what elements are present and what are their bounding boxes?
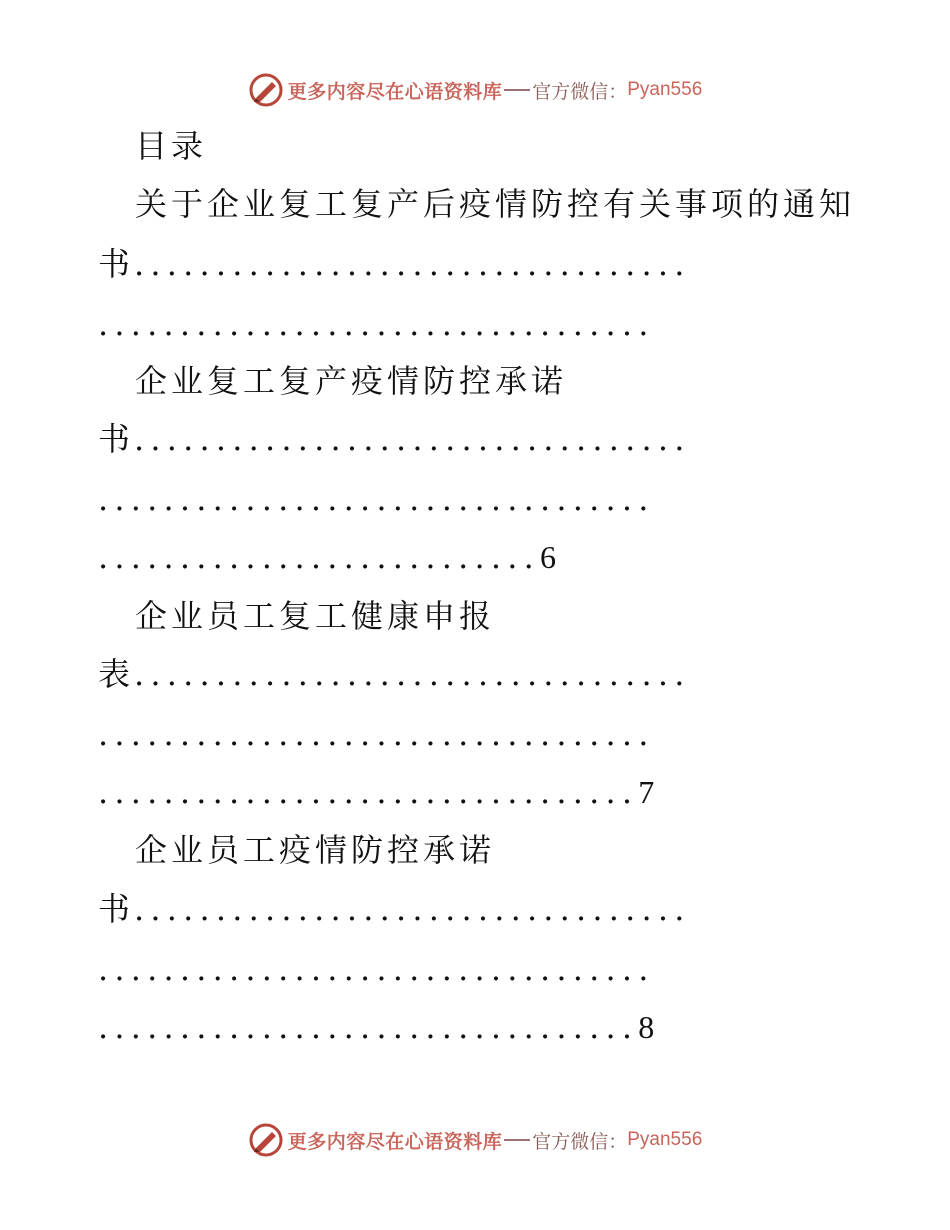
toc-entry-3-leader: .................................. <box>134 655 691 693</box>
toc-entry-1-leader: .................................. <box>98 305 655 343</box>
toc-entry-1-title[interactable]: 关于企业复工复产后疫情防控有关事项的通知 <box>135 185 856 223</box>
toc-entry-2-line-4[interactable] <box>98 533 848 581</box>
toc-entry-1-tail: 书 <box>98 245 135 283</box>
footer-separator <box>504 1139 530 1141</box>
toc-entry-4-line-2[interactable] <box>98 885 848 933</box>
toc-entry-4-line-4[interactable] <box>98 1003 848 1051</box>
toc-entry-2-tail: 书 <box>98 420 135 458</box>
toc-entry-1-line-2[interactable] <box>98 240 848 288</box>
toc-entry-4-leader: .................................. <box>134 890 691 928</box>
toc-entry-2-leader: ........................... <box>98 538 541 576</box>
toc-entry-2-line-3[interactable] <box>98 475 848 523</box>
toc-entry-4-line-3[interactable] <box>98 945 848 993</box>
toc-entry-1-line-3[interactable] <box>98 300 848 348</box>
toc-entry-4-tail: 书 <box>98 890 135 928</box>
toc-entry-3-tail: 表 <box>98 655 135 693</box>
toc-entry-1-leader: .................................. <box>134 245 691 283</box>
toc-entry-2-leader: .................................. <box>98 480 655 518</box>
toc-entry-3-line-2[interactable] <box>98 650 848 698</box>
toc-entry-3-leader: ................................. <box>98 773 639 811</box>
header-wechat-label: 官方微信： <box>532 80 628 103</box>
toc-title: 目录 <box>135 127 208 165</box>
footer-wechat-label: 官方微信： <box>532 1130 628 1153</box>
footer-banner <box>0 1120 950 1160</box>
toc-entry-4-leader: .................................. <box>98 950 655 988</box>
toc-entry-2-page-number: 6 <box>540 539 557 575</box>
footer-brand-text: 更多内容尽在心语资料库 <box>287 1130 503 1153</box>
toc-entry-2-leader: .................................. <box>134 420 691 458</box>
header-separator <box>504 89 530 91</box>
toc-entry-2-title[interactable]: 企业复工复产疫情防控承诺 <box>135 362 568 400</box>
footer-wechat-id: Pyan556 <box>627 1129 703 1150</box>
pen-logo-icon <box>248 72 284 108</box>
toc-entry-3-line-3[interactable] <box>98 710 848 758</box>
toc-entry-3-line-4[interactable] <box>98 768 848 816</box>
header-banner <box>0 70 950 110</box>
toc-entry-2-line-2[interactable] <box>98 415 848 463</box>
toc-entry-4-title[interactable]: 企业员工疫情防控承诺 <box>135 831 496 869</box>
header-wechat-id: Pyan556 <box>627 79 703 100</box>
toc-entry-3-page-number: 7 <box>638 774 655 810</box>
toc-entry-4-leader: ................................. <box>98 1008 639 1046</box>
toc-entry-3-leader: .................................. <box>98 715 655 753</box>
header-brand-text: 更多内容尽在心语资料库 <box>287 80 503 103</box>
pen-logo-icon <box>248 1122 284 1158</box>
toc-entry-4-page-number: 8 <box>638 1009 655 1045</box>
toc-entry-3-title[interactable]: 企业员工复工健康申报 <box>135 597 496 635</box>
